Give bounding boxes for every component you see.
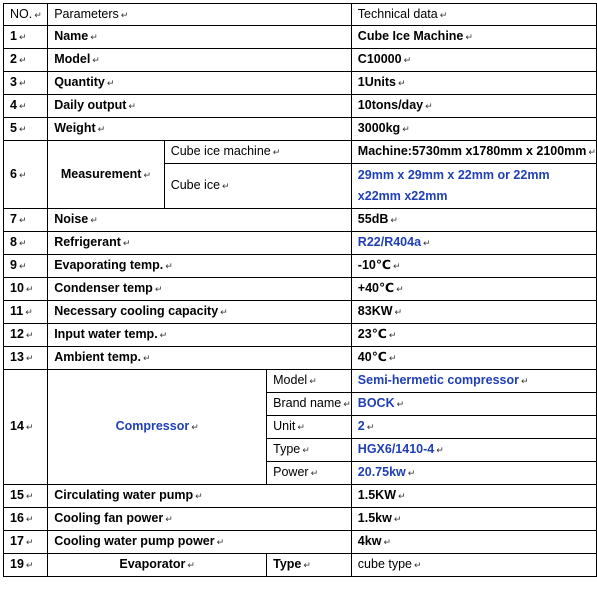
row-parameter: Refrigerant ↵ — [48, 232, 352, 255]
row-value: cube type ↵ — [351, 554, 596, 577]
row-parameter: Cooling water pump power ↵ — [48, 531, 352, 554]
sub-parameter: Brand name ↵ — [267, 393, 352, 416]
table-row — [4, 118, 597, 141]
row-parameter: Daily output ↵ — [48, 95, 352, 118]
row-value: BOCK ↵ — [351, 393, 596, 416]
row-value: 10tons/day ↵ — [351, 95, 596, 118]
spec-table — [3, 3, 597, 577]
table-row — [4, 347, 597, 370]
row-parameter: Circulating water pump ↵ — [48, 485, 352, 508]
row-parameter: Compressor ↵ — [48, 370, 267, 485]
row-number: 7 ↵ — [4, 209, 48, 232]
row-value: 23℃ ↵ — [351, 324, 596, 347]
sub-parameter: Model ↵ — [267, 370, 352, 393]
row-number: 12 ↵ — [4, 324, 48, 347]
row-number: 4 ↵ — [4, 95, 48, 118]
row-value: +40℃ ↵ — [351, 278, 596, 301]
row-number: 8 ↵ — [4, 232, 48, 255]
row-number: 15 ↵ — [4, 485, 48, 508]
row-parameter: Weight ↵ — [48, 118, 352, 141]
header-parameters: Parameters ↵ — [48, 4, 352, 26]
table-row — [4, 72, 597, 95]
table-row — [4, 95, 597, 118]
row-value: 4kw ↵ — [351, 531, 596, 554]
sub-parameter: Cube ice machine ↵ — [164, 141, 351, 164]
header-no: NO. ↵ — [4, 4, 48, 26]
sub-parameter: Type ↵ — [267, 439, 352, 462]
row-parameter: Measurement ↵ — [48, 141, 165, 209]
row-parameter: Noise ↵ — [48, 209, 352, 232]
table-row — [4, 26, 597, 49]
table-row — [4, 255, 597, 278]
row-value: 20.75kw ↵ — [351, 462, 596, 485]
table-row — [4, 301, 597, 324]
row-value: C10000 ↵ — [351, 49, 596, 72]
table-row — [4, 531, 597, 554]
table-row — [4, 324, 597, 347]
row-number: 2 ↵ — [4, 49, 48, 72]
table-row — [4, 278, 597, 301]
table-row — [4, 370, 597, 393]
row-number: 1 ↵ — [4, 26, 48, 49]
row-number: 19 ↵ — [4, 554, 48, 577]
table-row — [4, 209, 597, 232]
row-parameter: Model ↵ — [48, 49, 352, 72]
row-parameter: Condenser temp ↵ — [48, 278, 352, 301]
table-row — [4, 554, 597, 577]
sub-parameter: Power ↵ — [267, 462, 352, 485]
row-value: Cube Ice Machine ↵ — [351, 26, 596, 49]
row-value: HGX6/1410-4 ↵ — [351, 439, 596, 462]
sub-parameter: Cube ice ↵ — [164, 164, 351, 209]
row-number: 13 ↵ — [4, 347, 48, 370]
row-value: R22/R404a ↵ — [351, 232, 596, 255]
row-parameter: Evaporator ↵ — [48, 554, 267, 577]
sub-parameter: Unit ↵ — [267, 416, 352, 439]
table-row — [4, 49, 597, 72]
header-technical-data: Technical data ↵ — [351, 4, 596, 26]
row-value: 29mm x 29mm x 22mm or 22mm x22mm x22mm — [351, 164, 596, 209]
row-parameter: Name ↵ — [48, 26, 352, 49]
row-number: 3 ↵ — [4, 72, 48, 95]
row-value: 55dB ↵ — [351, 209, 596, 232]
row-number: 16 ↵ — [4, 508, 48, 531]
row-number: 5 ↵ — [4, 118, 48, 141]
table-header-row — [4, 4, 597, 26]
row-number: 17 ↵ — [4, 531, 48, 554]
row-value: 1Units ↵ — [351, 72, 596, 95]
row-number: 9 ↵ — [4, 255, 48, 278]
row-parameter: Input water temp. ↵ — [48, 324, 352, 347]
row-parameter: Necessary cooling capacity ↵ — [48, 301, 352, 324]
sub-parameter: Type ↵ — [267, 554, 352, 577]
row-number: 14 ↵ — [4, 370, 48, 485]
table-row — [4, 485, 597, 508]
row-number: 10 ↵ — [4, 278, 48, 301]
row-value: -10℃ ↵ — [351, 255, 596, 278]
row-number: 11 ↵ — [4, 301, 48, 324]
table-row — [4, 232, 597, 255]
table-row — [4, 141, 597, 164]
row-value: 1.5kw ↵ — [351, 508, 596, 531]
table-row — [4, 508, 597, 531]
row-value: Semi-hermetic compressor ↵ — [351, 370, 596, 393]
row-value: 2 ↵ — [351, 416, 596, 439]
row-parameter: Evaporating temp. ↵ — [48, 255, 352, 278]
row-value: Machine:5730mm x1780mm x 2100mm ↵ — [351, 141, 596, 164]
row-number: 6 ↵ — [4, 141, 48, 209]
row-value: 1.5KW ↵ — [351, 485, 596, 508]
row-value: 83KW ↵ — [351, 301, 596, 324]
row-value: 40℃ ↵ — [351, 347, 596, 370]
row-value: 3000kg ↵ — [351, 118, 596, 141]
row-parameter: Cooling fan power ↵ — [48, 508, 352, 531]
row-parameter: Quantity ↵ — [48, 72, 352, 95]
row-parameter: Ambient temp. ↵ — [48, 347, 352, 370]
